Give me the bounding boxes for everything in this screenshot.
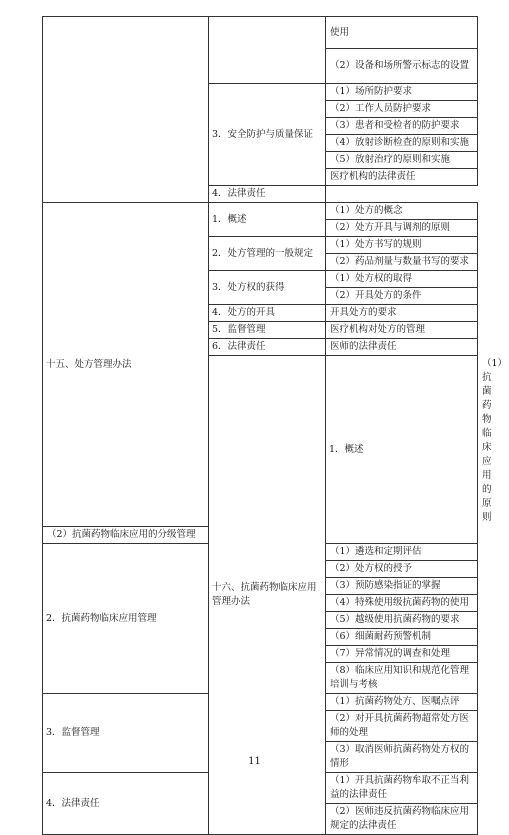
table-row — [43, 17, 478, 49]
item-cell: （2）医师违反抗菌药物临床应用规定的法律责任 — [326, 804, 478, 835]
item-cell: （4）特殊使用级抗菌药物的使用 — [326, 595, 478, 612]
item-cell: （2）处方权的授予 — [326, 561, 478, 578]
item-cell: （2）药品剂量与数量书写的要求 — [326, 254, 478, 271]
item-cell: （2）工作人员防护要求 — [326, 101, 478, 118]
item-cell: （7）异常情况的调查和处理 — [326, 646, 478, 663]
section-title-16: 十六、抗菌药物临床应用管理办法 — [209, 356, 326, 835]
subsection-cell: 4．法律责任 — [209, 186, 326, 203]
item-cell: （1）处方权的取得 — [326, 271, 478, 288]
item-cell: （2）开具处方的条件 — [326, 288, 478, 305]
subsection-cell: 3．监督管理 — [43, 694, 209, 773]
item-cell: 开具处方的要求 — [326, 305, 478, 322]
table-row: 十六、抗菌药物临床应用管理办法 1．概述 （1）抗菌药物临床应用的原则 — [43, 356, 478, 527]
subsection-cell: 3．安全防护与质量保证 — [209, 84, 326, 186]
item-cell: （1）遴选和定期评估 — [326, 544, 478, 561]
item-cell: （2）处方开具与调剂的原则 — [326, 220, 478, 237]
section-cell-14-cont — [43, 17, 209, 203]
item-cell: （3）取消医师抗菌药物处方权的情形 — [326, 742, 478, 773]
subsection-cell: 5．监督管理 — [209, 322, 326, 339]
item-cell: （2）对开具抗菌药物超常处方医师的处理 — [326, 711, 478, 742]
item-cell: 使用 — [326, 17, 478, 49]
item-cell: （1）开具抗菌药物牟取不正当利益的法律责任 — [326, 773, 478, 804]
subsection-cell: 2．抗菌药物临床应用管理 — [43, 544, 209, 694]
subsection-cell: 3．处方权的获得 — [209, 271, 326, 305]
subsection-cell: 2．处方管理的一般规定 — [209, 237, 326, 271]
section-title-15: 十五、处方管理办法 — [43, 203, 209, 527]
item-cell: （4）放射诊断检查的原则和实施 — [326, 135, 478, 152]
page-number: 11 — [248, 756, 261, 767]
item-cell: 医师的法律责任 — [326, 339, 478, 356]
item-cell: （3）预防感染指证的掌握 — [326, 578, 478, 595]
subsection-cell: 6．法律责任 — [209, 339, 326, 356]
item-cell: （1）抗菌药物处方、医嘱点评 — [326, 694, 478, 711]
item-cell: （1）处方的概念 — [326, 203, 478, 220]
item-cell: （1）场所防护要求 — [326, 84, 478, 101]
table-row — [43, 203, 478, 220]
item-cell: （8）临床应用知识和规范化管理培训与考核 — [326, 663, 478, 694]
subsection-cell-cont — [209, 17, 326, 84]
syllabus-table — [42, 16, 508, 835]
subsection-cell: 1．概述 — [326, 356, 478, 544]
item-cell: （3）患者和受检者的防护要求 — [326, 118, 478, 135]
subsection-cell: 1．概述 — [209, 203, 326, 237]
item-cell: （2）设备和场所警示标志的设置 — [326, 49, 478, 84]
subsection-cell: 4．处方的开具 — [209, 305, 326, 322]
item-cell: （6）细菌耐药预警机制 — [326, 629, 478, 646]
item-cell: （5）放射治疗的原则和实施 — [326, 152, 478, 169]
item-cell: （5）越级使用抗菌药物的要求 — [326, 612, 478, 629]
item-cell: （2）抗菌药物临床应用的分级管理 — [43, 527, 209, 544]
item-cell: 医疗机构的法律责任 — [326, 169, 478, 186]
item-cell: （1）处方书写的规则 — [326, 237, 478, 254]
item-cell: 医疗机构对处方的管理 — [326, 322, 478, 339]
subsection-cell: 4．法律责任 — [43, 773, 209, 835]
